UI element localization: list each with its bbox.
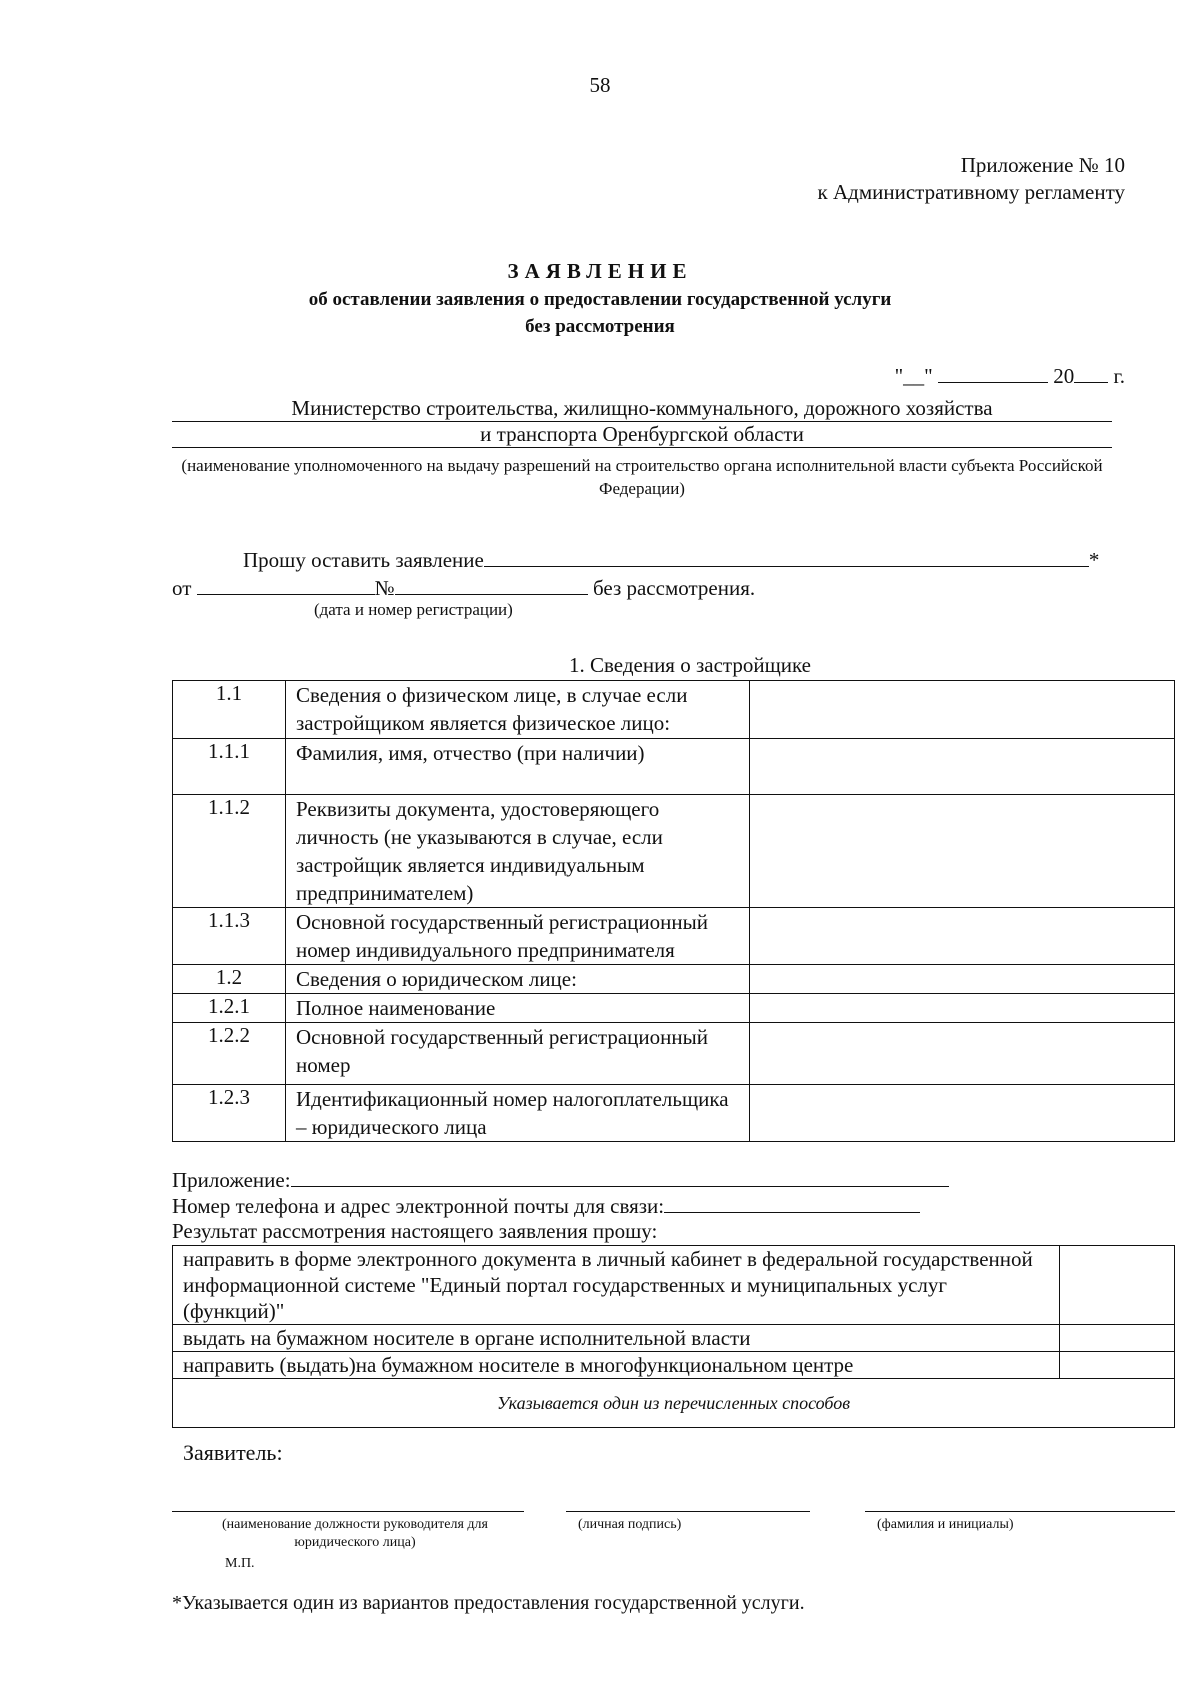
position-caption: (наименование должности руководителя для юридического лица) bbox=[222, 1517, 488, 1550]
contact-label: Номер телефона и адрес электронной почты для связи: bbox=[172, 1194, 665, 1218]
row-label: Основной государственный регистрационный номер индивидуального предпринимателя bbox=[286, 908, 750, 965]
developer-info-table bbox=[172, 680, 1175, 1142]
row-value-cell[interactable] bbox=[750, 994, 1175, 1023]
row-number: 1.2.2 bbox=[173, 1023, 286, 1085]
result-option-label: направить (выдать)на бумажном носителе в многофункциональном центре bbox=[173, 1352, 1060, 1379]
organization-line-2: и транспорта Оренбургской области bbox=[172, 421, 1112, 448]
row-label: Основной государственный регистрационный номер bbox=[286, 1023, 750, 1085]
table-row bbox=[173, 1352, 1175, 1379]
stamp-placeholder: М.П. bbox=[225, 1556, 255, 1571]
registration-date-field[interactable] bbox=[197, 576, 375, 595]
request-line-1 bbox=[243, 548, 1099, 573]
result-note: Указывается один из перечисленных способов bbox=[173, 1379, 1175, 1428]
result-method-table bbox=[172, 1245, 1175, 1428]
number-sign: № bbox=[374, 576, 395, 600]
row-number: 1.2 bbox=[173, 965, 286, 994]
row-number: 1.2.3 bbox=[173, 1085, 286, 1142]
table-row bbox=[173, 1023, 1175, 1085]
request-line-2 bbox=[172, 576, 755, 601]
request-note: (дата и номер регистрации) bbox=[314, 600, 513, 619]
row-number: 1.2.1 bbox=[173, 994, 286, 1023]
date-year-suffix: г. bbox=[1113, 364, 1125, 388]
row-label: Сведения о юридическом лице: bbox=[286, 965, 750, 994]
document-title: ЗАЯВЛЕНИЕ bbox=[507, 259, 693, 283]
row-value-cell[interactable] bbox=[750, 739, 1175, 795]
signature-caption: (личная подпись) bbox=[578, 1517, 682, 1532]
table-row bbox=[173, 795, 1175, 908]
table-row bbox=[173, 1085, 1175, 1142]
row-number: 1.1 bbox=[173, 681, 286, 739]
row-value-cell[interactable] bbox=[750, 1085, 1175, 1142]
contact-line bbox=[172, 1194, 920, 1219]
result-label: Результат рассмотрения настоящего заявления прошу: bbox=[172, 1219, 658, 1243]
position-signature-line[interactable] bbox=[172, 1511, 524, 1512]
date-year-prefix: 20 bbox=[1053, 364, 1075, 388]
table-row bbox=[173, 1246, 1175, 1325]
table-row bbox=[173, 965, 1175, 994]
organization-line-1: Министерство строительства, жилищно-коммунального, дорожного хозяйства bbox=[172, 395, 1112, 422]
personal-signature-line[interactable] bbox=[566, 1511, 810, 1512]
table-row bbox=[173, 1325, 1175, 1352]
name-caption: (фамилия и инициалы) bbox=[877, 1517, 1014, 1532]
date-day-field[interactable]: "__" bbox=[894, 364, 933, 388]
result-option-label: выдать на бумажном носителе в органе исполнительной власти bbox=[173, 1325, 1060, 1352]
row-number: 1.1.3 bbox=[173, 908, 286, 965]
row-number: 1.1.2 bbox=[173, 795, 286, 908]
attachment-line bbox=[172, 1168, 949, 1193]
page-number: 58 bbox=[589, 73, 611, 97]
table-row bbox=[173, 681, 1175, 739]
applicant-label: Заявитель: bbox=[183, 1440, 283, 1465]
attachment-label: Приложение: bbox=[172, 1168, 291, 1192]
table-row bbox=[173, 1379, 1175, 1428]
section-1-title: 1. Сведения о застройщике bbox=[568, 653, 811, 677]
date-line bbox=[895, 364, 1125, 389]
subtitle-line-1: об оставлении заявления о предоставлении государственной услуги bbox=[308, 289, 892, 310]
registration-number-field[interactable] bbox=[395, 576, 588, 595]
contact-field[interactable] bbox=[664, 1194, 920, 1213]
row-value-cell[interactable] bbox=[750, 1023, 1175, 1085]
row-number: 1.1.1 bbox=[173, 739, 286, 795]
row-value-cell[interactable] bbox=[750, 908, 1175, 965]
application-field[interactable] bbox=[484, 548, 1089, 567]
row-label: Идентификационный номер налогоплательщика – юридического лица bbox=[286, 1085, 750, 1142]
appendix-line-1: Приложение № 10 bbox=[960, 153, 1125, 177]
appendix-header bbox=[818, 152, 1125, 206]
request-suffix: без рассмотрения. bbox=[592, 576, 756, 600]
row-label: Фамилия, имя, отчество (при наличии) bbox=[286, 739, 750, 795]
row-label: Реквизиты документа, удостоверяющего личность (не указываются в случае, если застройщик является индивидуальным предпринимателем) bbox=[286, 795, 750, 908]
result-option-checkbox[interactable] bbox=[1060, 1246, 1175, 1325]
row-value-cell[interactable] bbox=[750, 795, 1175, 908]
table-row bbox=[173, 908, 1175, 965]
row-value-cell[interactable] bbox=[750, 965, 1175, 994]
date-year-field[interactable] bbox=[1074, 364, 1108, 383]
request-from-label: от bbox=[172, 576, 192, 600]
request-prefix: Прошу оставить заявление bbox=[243, 548, 484, 572]
result-option-label: направить в форме электронного документа в личный кабинет в федеральной государственной информационной системе "Единый портал государственных и муниципальных услуг (функций)" bbox=[173, 1246, 1060, 1325]
request-asterisk: * bbox=[1088, 548, 1100, 572]
date-month-field[interactable] bbox=[938, 364, 1048, 383]
organization-note: (наименование уполномоченного на выдачу разрешений на строительство органа исполнительной власти субъекта Российской Федерации) bbox=[181, 456, 1103, 498]
subtitle-line-2: без рассмотрения bbox=[525, 316, 675, 337]
attachment-field[interactable] bbox=[291, 1168, 949, 1187]
result-option-checkbox[interactable] bbox=[1060, 1352, 1175, 1379]
row-value-cell[interactable] bbox=[750, 681, 1175, 739]
table-row bbox=[173, 739, 1175, 795]
name-signature-line[interactable] bbox=[865, 1511, 1175, 1512]
footnote: *Указывается один из вариантов предоставления государственной услуги. bbox=[172, 1592, 805, 1614]
appendix-line-2: к Административному регламенту bbox=[817, 180, 1125, 204]
document-subtitle bbox=[0, 286, 1200, 340]
row-label: Сведения о физическом лице, в случае если застройщиком является физическое лицо: bbox=[286, 681, 750, 739]
table-row bbox=[173, 994, 1175, 1023]
row-label: Полное наименование bbox=[286, 994, 750, 1023]
result-option-checkbox[interactable] bbox=[1060, 1325, 1175, 1352]
